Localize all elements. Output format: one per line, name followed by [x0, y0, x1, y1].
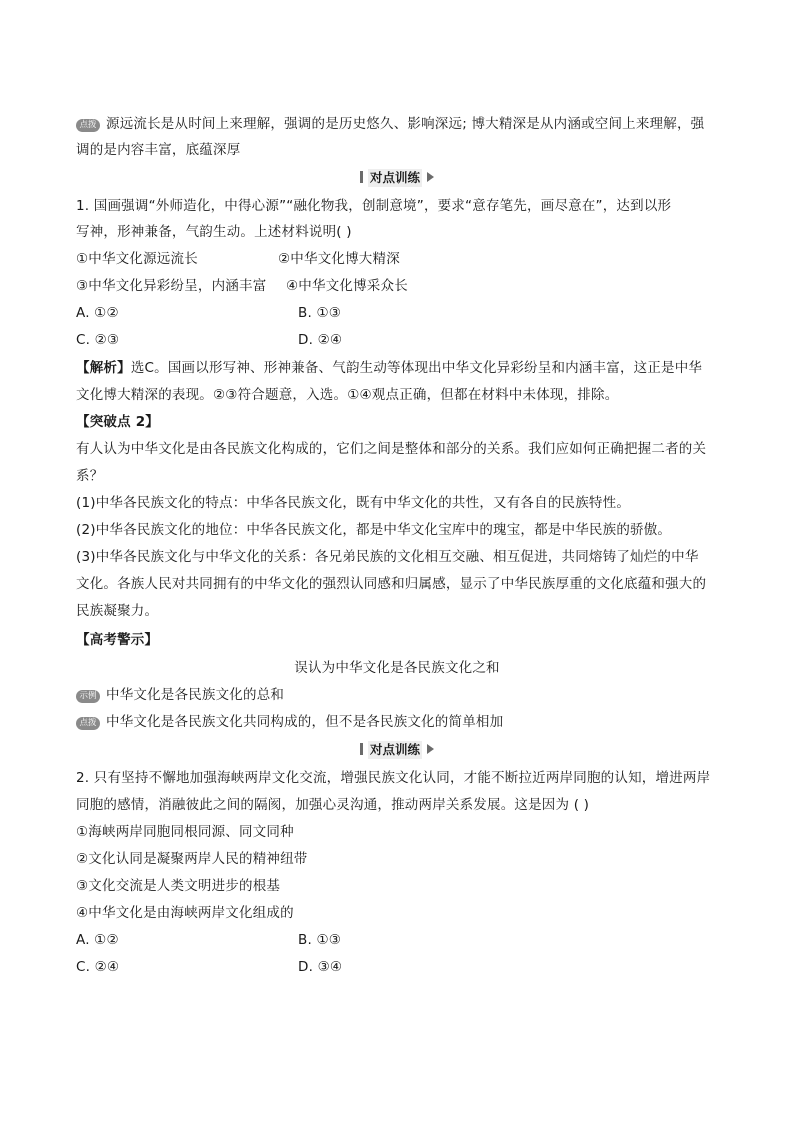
tip-text-1: 源远流长是从时间上来理解，强调的是历史悠久、影响深远; 博大精深是从内涵或空间上来理解，强: [106, 116, 705, 132]
q1-item-4: ④中华文化博采众长: [286, 278, 408, 294]
breakthrough-question-2: 系？: [76, 468, 104, 484]
tip-tag: 点拨: [76, 119, 100, 132]
banner-label: 对点训练: [369, 170, 420, 185]
training-banner: [0, 169, 794, 187]
banner-triangle-icon: [427, 172, 434, 182]
breakthrough-point-1: (1)中华各民族文化的特点：中华各民族文化，既有中华文化的共性，又有各自的民族特性。: [76, 495, 631, 511]
q1-item-row-1: [76, 249, 198, 269]
warning-heading: 【高考警示】: [76, 632, 159, 648]
q1-stem-line-1: 1. 国画强调“外师造化，中得心源”“融化物我，创制意境”，要求“意存笔先，画尽意在”，达到以形: [76, 198, 672, 214]
example-text: 中华文化是各民族文化的总和: [106, 687, 285, 703]
training-banner-2: [0, 741, 794, 759]
q2-item-4: ④中华文化是由海峡两岸文化组成的: [76, 905, 294, 921]
warning-example: [76, 685, 284, 705]
breakthrough-heading: 【突破点 2】: [76, 414, 159, 430]
q1-option-c[interactable]: C. ②③: [76, 332, 120, 348]
breakthrough-point-3c: 民族凝聚力。: [76, 603, 159, 619]
q2-item-1: ①海峡两岸同胞同根同源、同文同种: [76, 824, 294, 840]
q2-item-3: ③文化交流是人类文明进步的根基: [76, 878, 281, 894]
q2-stem-line-1: 2. 只有坚持不懈地加强海峡两岸文化交流，增强民族文化认同，才能不断拉近两岸同胞的认知，增进两岸: [76, 770, 711, 786]
q2-stem-line-2: 同胞的感情，消融彼此之间的隔阂，加强心灵沟通，推动两岸关系发展。这是因为 ( ): [76, 797, 590, 813]
tip-tag-2: 点拨: [76, 717, 100, 730]
banner-bar-icon: [360, 171, 363, 183]
q2-option-a[interactable]: A. ①②: [76, 932, 119, 948]
breakthrough-point-3: (3)中华各民族文化与中华文化的关系：各兄弟民族的文化相互交融、相互促进，共同熔铸了灿烂的中华: [76, 549, 699, 565]
example-tag: 示例: [76, 690, 100, 703]
banner-label-2: 对点训练: [369, 742, 420, 757]
warning-title: 误认为中华文化是各民族文化之和: [294, 660, 500, 676]
analysis-text-1: 选C。国画以形写神、形神兼备、气韵生动等体现出中华文化异彩纷呈和内涵丰富，这正是中华: [130, 360, 703, 376]
q2-item-2: ②文化认同是凝聚两岸人民的精神纽带: [76, 851, 308, 867]
q1-item-1: ①中华文化源远流长: [76, 251, 198, 267]
breakthrough-point-2: (2)中华各民族文化的地位：中华各民族文化，都是中华文化宝库中的瑰宝，都是中华民族的骄傲。: [76, 522, 672, 538]
q1-item-3: ③中华文化异彩纷呈，内涵丰富: [76, 278, 267, 294]
q1-option-d[interactable]: D. ②④: [298, 332, 343, 348]
q2-option-b[interactable]: B. ①③: [298, 932, 342, 948]
q1-option-b[interactable]: B. ①③: [298, 305, 342, 321]
tip-line-1: [76, 114, 704, 134]
banner-bar-icon: [360, 743, 363, 755]
q1-analysis-line-2: 文化博大精深的表现。②③符合题意，入选。①④观点正确，但都在材料中未体现，排除。: [76, 387, 619, 403]
q1-analysis-line-1: [76, 358, 702, 378]
tip-text-2: 调的是内容丰富，底蕴深厚: [76, 142, 241, 158]
banner-triangle-icon: [427, 744, 434, 754]
q1-option-a[interactable]: A. ①②: [76, 305, 119, 321]
breakthrough-point-3b: 文化。各族人民对共同拥有的中华文化的强烈认同感和归属感，显示了中华民族厚重的文化底蕴和强大的: [76, 576, 707, 592]
breakthrough-question-1: 有人认为中华文化是由各民族文化构成的，它们之间是整体和部分的关系。我们应如何正确把握二者的关: [76, 441, 707, 457]
q1-item-2: ②中华文化博大精深: [278, 251, 400, 267]
warning-tip: [76, 712, 503, 732]
q1-stem-line-2: 写神，形神兼备，气韵生动。上述材料说明( ): [76, 224, 352, 240]
analysis-label: 【解析】: [76, 360, 131, 376]
q2-option-d[interactable]: D. ③④: [298, 959, 343, 975]
q2-option-c[interactable]: C. ②④: [76, 959, 120, 975]
tip-text: 中华文化是各民族文化共同构成的，但不是各民族文化的简单相加: [106, 714, 504, 730]
